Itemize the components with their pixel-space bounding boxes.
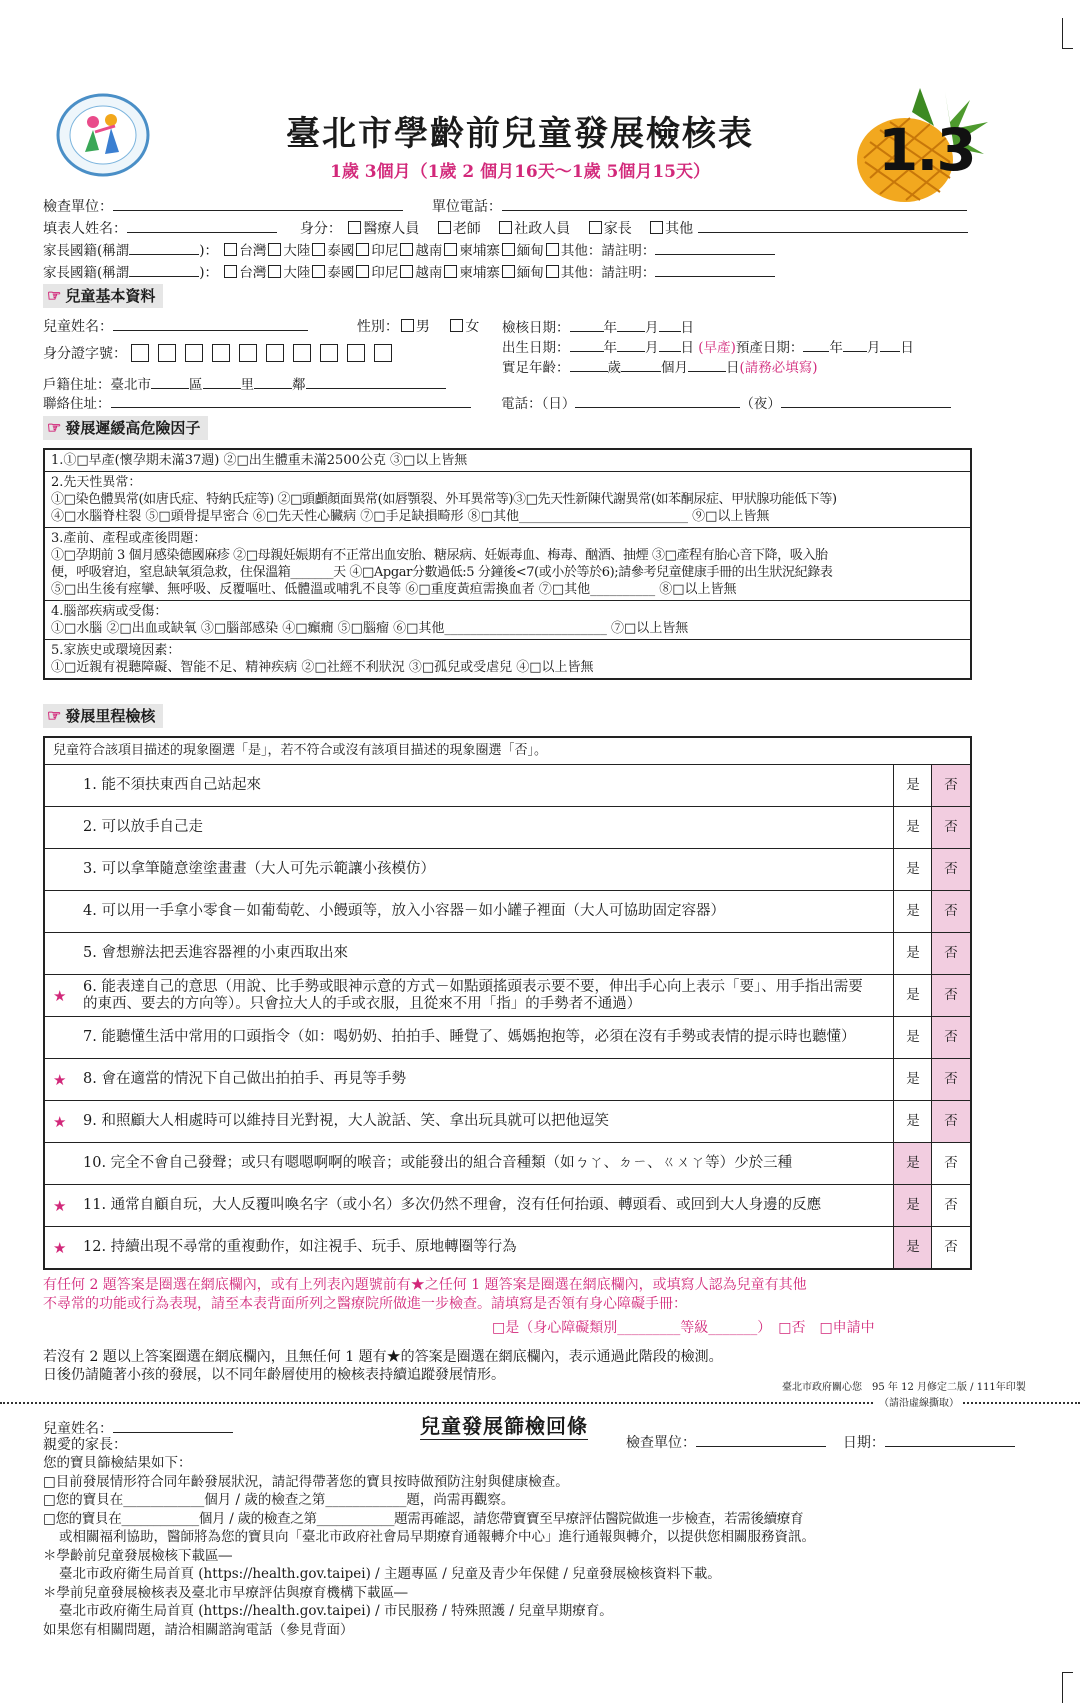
male-checkbox[interactable] — [401, 319, 414, 332]
risk-section-4: 4.腦部疾病或受傷： ①□水腦 ②□出血或缺氧 ③□腦部感染 ④□癲癇 ⑤□腦瘤 ⑥□其他_________________________ ⑦□以上皆無 — [45, 601, 970, 640]
key-item-star-icon: ★ — [53, 1197, 67, 1215]
milestone-text: 6. 能表達自己的意思（用說、比手勢或眼神示意的方式－如點頭搖頭表示要不要，伸出手心向上表示「要」、用手指出需要的東西、要去的方向等）。只會拉大人的手或衣服，且從來不用「指」的手勢者不通過） — [83, 978, 863, 1012]
village-field[interactable] — [203, 374, 241, 389]
section-risk-heading: ☞ 發展遲緩高危險因子 — [43, 416, 208, 440]
key-item-star-icon: ★ — [53, 1239, 67, 1257]
age-range-subtitle: 1歲 3個月（1歲 2 個月16天～1歲 5個月15天） — [330, 162, 710, 182]
role-other-field[interactable] — [698, 218, 968, 233]
answer-yes[interactable]: 是 — [893, 1143, 932, 1184]
receipt-title: 兒童發展篩檢回條 — [420, 1410, 588, 1440]
risk-section-2: 2.先天性異常： ①□染色體異常(如唐氏症、特納氏症等) ②□頭顱顏面異常(如唇顎裂、外耳異常等)③□先天性新陳代謝異常(如苯酮尿症、甲狀腺功能低下等) ④□水腦脊柱裂 ⑤□頭骨提早密合 ⑥□先天性心臟病 ⑦□手足缺損畸形 ⑧□其他__________________________ ⑨□以上皆無 — [45, 472, 970, 528]
answer-yes[interactable]: 是 — [893, 1227, 932, 1268]
birth-month-field[interactable] — [617, 337, 645, 352]
nation-checkbox[interactable] — [502, 243, 515, 256]
contact-address-field[interactable] — [111, 393, 471, 408]
due-month-field[interactable] — [843, 337, 867, 352]
answer-no[interactable]: 否 — [931, 1143, 970, 1184]
age-badge-pineapple — [850, 82, 990, 214]
answer-no[interactable]: 否 — [931, 975, 970, 1016]
nation-other-field[interactable] — [655, 240, 775, 255]
answer-yes[interactable]: 是 — [893, 765, 932, 806]
tel-day-field[interactable] — [575, 393, 740, 408]
milestone-row — [45, 1184, 970, 1226]
key-item-star-icon: ★ — [53, 1071, 67, 1089]
address-rest-field[interactable] — [306, 374, 446, 389]
receipt-date-field[interactable] — [885, 1432, 1015, 1447]
milestone-table — [43, 736, 972, 1270]
due-day-field[interactable] — [880, 337, 900, 352]
female-checkbox[interactable] — [450, 319, 463, 332]
answer-yes[interactable]: 是 — [893, 1101, 932, 1142]
address-row: 戶籍住址：臺北市 區 里 鄰 — [43, 374, 1040, 394]
role-checkbox[interactable] — [589, 221, 602, 234]
age-day-field[interactable] — [688, 357, 726, 372]
milestone-text: 10. 完全不會自己發聲；或只有嗯嗯啊啊的喉音；或能發出的組合音種類（如ㄅㄚ、ㄉㄧ、ㄍㄨㄚ等）少於三種 — [83, 1155, 793, 1171]
nation-checkbox[interactable] — [502, 265, 515, 278]
nation-checkbox[interactable] — [444, 243, 457, 256]
risk-section-3: 3.產前、產程或產後問題： ①□孕期前 3 個月感染德國麻疹 ②□母親妊娠期有不正常出血安胎、糖尿病、妊娠毒血、梅毒、酗酒、抽煙 ③□產程有胎心音下降，吸入胎 便，呼吸窘迫，窒息缺氧須急救，住保溫箱_______天 ④□Apgar分數過低:5 分鐘後<7(或小於等於6);請參考兒童健康手冊的出生狀況紀錄表 ⑤□出生後有痙攣、無呼吸、反覆嘔吐、低體溫或哺乳不良等 ⑥□重度黃疸需換血者 ⑦□其他__________ ⑧□以上皆無 — [45, 528, 970, 601]
corner-mark-bottom — [1062, 1672, 1073, 1703]
milestone-row — [45, 1058, 970, 1100]
handbook-options[interactable]: □是（身心障礙類別_________等級_______） □否 □申請中 — [492, 1320, 875, 1336]
nation-checkbox[interactable] — [224, 265, 237, 278]
milestone-text: 5. 會想辦法把丟進容器裡的小東西取出來 — [83, 945, 348, 961]
milestone-text: 2. 可以放手自己走 — [83, 819, 203, 835]
tear-instruction: （請沿虛線撕取） — [875, 1394, 963, 1409]
milestone-row — [45, 1142, 970, 1184]
due-year-field[interactable] — [803, 337, 829, 352]
pointing-hand-icon: ☞ — [47, 286, 62, 305]
unit-field[interactable] — [113, 196, 403, 211]
check-year-field[interactable] — [570, 317, 604, 332]
milestone-instructions: 兒童符合該項目描述的現象圈選「是」，若不符合或沒有該項目描述的現象圈選「否」。 — [53, 743, 548, 758]
receipt-child-name-field[interactable] — [113, 1418, 233, 1433]
milestone-row — [45, 1016, 970, 1058]
age-month-field[interactable] — [621, 357, 661, 372]
child-name-row: 兒童姓名： 性別： 男 女 — [43, 316, 1040, 336]
district-field[interactable] — [151, 374, 189, 389]
unit-row: 檢查單位： 單位電話： — [43, 196, 1040, 216]
tel-night-field[interactable] — [781, 393, 951, 408]
key-item-star-icon: ★ — [53, 1113, 67, 1131]
receipt-greeting: 親愛的家長： — [43, 1437, 127, 1453]
milestone-row — [45, 764, 970, 806]
check-day-field[interactable] — [659, 317, 681, 332]
pointing-hand-icon: ☞ — [47, 418, 62, 437]
child-name-field[interactable] — [113, 316, 308, 331]
role-checkbox[interactable] — [499, 221, 512, 234]
milestone-row — [45, 848, 970, 890]
answer-yes[interactable]: 是 — [893, 1017, 932, 1058]
key-item-star-icon: ★ — [53, 987, 67, 1005]
title-field[interactable] — [129, 240, 199, 255]
contact-address-row: 聯絡住址： 電話：（日） （夜） — [43, 393, 1040, 413]
milestone-text: 1. 能不須扶東西自己站起來 — [83, 777, 261, 793]
receipt-unit-field[interactable] — [696, 1432, 826, 1447]
nation-checkbox[interactable] — [268, 265, 281, 278]
milestone-text: 7. 能聽懂生活中常用的口頭指令（如：喝奶奶、拍拍手、睡覺了、媽媽抱抱等，必須在沒有手勢或表情的提示時也聽懂） — [83, 1029, 856, 1045]
age-row: 實足年齡： 歲 個月 日(請務必填寫) — [502, 356, 818, 376]
nation-checkbox[interactable] — [312, 265, 325, 278]
receipt-unit-row: 檢查單位： 日期： — [626, 1432, 1015, 1452]
nation-checkbox[interactable] — [312, 243, 325, 256]
answer-no[interactable]: 否 — [931, 1185, 970, 1226]
pointing-hand-icon: ☞ — [47, 706, 62, 725]
answer-no[interactable]: 否 — [931, 807, 970, 848]
footer-credit: 臺北市政府關心您 95 年 12 月修定二版 / 111年印製 — [782, 1382, 1026, 1393]
answer-no[interactable]: 否 — [931, 1227, 970, 1268]
warning-note: 有任何 2 題答案是圈選在網底欄內，或有上列表內題號前有★之任何 1 題答案是圈選在網底欄內，或填寫人認為兒童有其他 不尋常的功能或行為表現，請至本表背面所列之醫療院所做進一步檢查。請填寫是否領有身心障礙手冊： — [43, 1277, 807, 1312]
age-year-field[interactable] — [570, 357, 608, 372]
milestone-row — [45, 1226, 970, 1268]
filler-name-field[interactable] — [127, 218, 277, 233]
nation-checkbox[interactable] — [356, 243, 369, 256]
receipt-option-confirm[interactable]: □您的寶貝在____________個月 / 歲的檢查之第____________題需再確認，請您帶寶寶至早療評估醫院做進一步檢查，若需後續療育 — [43, 1510, 804, 1527]
neighborhood-field[interactable] — [254, 374, 292, 389]
corner-mark-top — [1062, 18, 1073, 49]
pass-note: 若沒有 2 題以上答案圈選在網底欄內，且無任何 1 題有★的答案是圈選在網底欄內，表示通過此階段的檢測。 日後仍請隨著小孩的發展，以不同年齡層使用的檢核表持續追蹤發展情形。 — [43, 1349, 723, 1383]
age-badge-text: 1.3 — [878, 116, 975, 184]
risk-factor-box — [43, 448, 972, 680]
birth-year-field[interactable] — [570, 337, 604, 352]
nation-checkbox[interactable] — [356, 265, 369, 278]
answer-no[interactable]: 否 — [931, 765, 970, 806]
answer-yes[interactable]: 是 — [893, 849, 932, 890]
answer-yes[interactable]: 是 — [893, 975, 932, 1016]
id-boxes[interactable] — [131, 344, 401, 367]
nation-checkbox[interactable] — [444, 265, 457, 278]
milestone-text: 12. 持續出現不尋常的重複動作，如注視手、玩手、原地轉圈等行為 — [83, 1239, 517, 1255]
city-logo — [55, 92, 151, 178]
answer-yes[interactable]: 是 — [893, 1059, 932, 1100]
section-basic-heading: ☞ 兒童基本資料 — [43, 284, 163, 308]
risk-section-5: 5.家族史或環境因素： ①□近親有視聽障礙、智能不足、精神疾病 ②□社經不利狀況 ③□孤兒或受虐兒 ④□以上皆無 — [51, 643, 594, 675]
milestone-text: 9. 和照顧大人相處時可以維持目光對視，大人說話、笑、拿出玩具就可以把他逗笑 — [83, 1113, 609, 1129]
receipt-option-observe[interactable]: □您的寶貝在____________個月 / 歲的檢查之第____________題，尚需再觀察。 — [43, 1492, 515, 1508]
milestone-text: 4. 可以用一手拿小零食－如葡萄乾、小饅頭等，放入小容器－如小罐子裡面（大人可協助固定容器） — [83, 903, 725, 919]
milestone-row — [45, 806, 970, 848]
check-date-row: 檢核日期： 年 月 日 — [502, 316, 694, 336]
receipt-name-row: 兒童姓名： — [43, 1418, 1040, 1438]
milestone-text: 3. 可以拿筆隨意塗塗畫畫（大人可先示範讓小孩模仿） — [83, 861, 435, 877]
role-checkbox[interactable] — [438, 221, 451, 234]
answer-no[interactable]: 否 — [931, 1101, 970, 1142]
risk-section-1: 1.①□早產(懷孕期未滿37週) ②□出生體重未滿2500公克 ③□以上皆無 — [45, 450, 970, 472]
id-row: 身分證字號： — [43, 344, 1040, 367]
section-milestone-heading: ☞ 發展里程檢核 — [43, 704, 163, 728]
nation-checkbox[interactable] — [546, 243, 559, 256]
answer-yes[interactable]: 是 — [893, 1185, 932, 1226]
nationality-row-2: 家長國籍(稱謂 )： 台灣 大陸 泰國 印尼 越南 柬埔寨 緬甸 其他：請註明： — [43, 262, 1040, 282]
receipt-body: 您的寶貝篩檢結果如下： □目前發展情形符合同年齡發展狀況，請記得帶著您的寶貝按時做預防注射與健康檢查。 □您的寶貝在____________個月 / 歲的檢查之第____________題，尚需再觀察。 □您的寶貝在____________個月 / 歲的檢查之第____________題需再確認，請您帶寶寶至早療評估醫院做進一步檢查，若需後續療育 或相關福利協助，醫師將為您的寶貝向「臺北市政府社會局早期療育通報轉介中心」進行通報與轉介，以提供您相關服務資訊。 ＊學齡前兒童發展檢核下載區― 臺北市政府衛生局首頁 (https://health.gov.taipei) / 主題專區 / 兒童及青少年保健 / 兒童發展檢核資料下載。 ＊學前兒童發展檢核表及臺北市早療評估與療育機構下載區― 臺北市政府衛生局首頁 (https://health.gov.taipei) / 市民服務 / 特殊照護 / 兒童早期療育。 如果您有相關問題，請洽相關諮詢電話（參見背面） — [43, 1454, 993, 1639]
answer-yes[interactable]: 是 — [893, 807, 932, 848]
answer-yes[interactable]: 是 — [893, 891, 932, 932]
milestone-text: 11. 通常自顧自玩，大人反覆叫喚名字（或小名）多次仍然不理會，沒有任何抬頭、轉頭看、或回到大人身邊的反應 — [83, 1197, 822, 1213]
answer-no[interactable]: 否 — [931, 933, 970, 974]
nationality-row-1: 家長國籍(稱謂 )： 台灣 大陸 泰國 印尼 越南 柬埔寨 緬甸 其他：請註明： — [43, 240, 1040, 260]
answer-no[interactable]: 否 — [931, 891, 970, 932]
milestone-text: 8. 會在適當的情況下自己做出拍拍手、再見等手勢 — [83, 1071, 406, 1087]
answer-yes[interactable]: 是 — [893, 933, 932, 974]
nation-checkbox[interactable] — [224, 243, 237, 256]
nation-checkbox[interactable] — [546, 265, 559, 278]
nation-checkbox[interactable] — [400, 243, 413, 256]
milestone-row — [45, 890, 970, 932]
answer-no[interactable]: 否 — [931, 849, 970, 890]
nation-checkbox[interactable] — [268, 243, 281, 256]
answer-no[interactable]: 否 — [931, 1017, 970, 1058]
milestone-row — [45, 1100, 970, 1142]
role-checkbox[interactable] — [650, 221, 663, 234]
unit-phone-field[interactable] — [502, 196, 967, 211]
birth-date-row: 出生日期： 年 月 日 (早產)預產日期： 年 月 日 — [502, 336, 914, 356]
answer-no[interactable]: 否 — [931, 1059, 970, 1100]
birth-day-field[interactable] — [659, 337, 681, 352]
role-checkbox[interactable] — [348, 221, 361, 234]
nation-checkbox[interactable] — [400, 265, 413, 278]
page-title: 臺北市學齡前兒童發展檢核表 — [286, 114, 754, 154]
milestone-row — [45, 974, 970, 1016]
receipt-option-normal[interactable]: □目前發展情形符合同年齡發展狀況，請記得帶著您的寶貝按時做預防注射與健康檢查。 — [43, 1473, 569, 1490]
title-field[interactable] — [129, 262, 199, 277]
nation-other-field[interactable] — [655, 262, 775, 277]
milestone-row — [45, 932, 970, 974]
filler-row: 填表人姓名： 身分： 醫療人員 老師 社政人員 家長 其他 — [43, 218, 1040, 238]
check-month-field[interactable] — [617, 317, 645, 332]
